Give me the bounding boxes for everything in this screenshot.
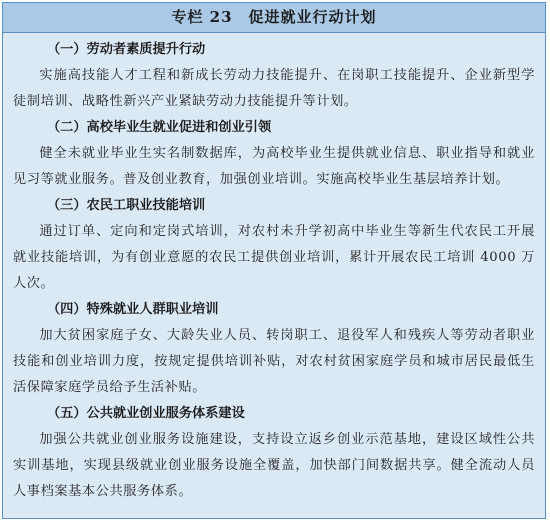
section	[13, 115, 535, 193]
section-heading: （一）劳动者素质提升行动	[47, 42, 206, 57]
section-heading: （三）农民工职业技能培训	[47, 198, 206, 213]
section-body: 通过订单、定向和定岗式培训，对农村未升学初高中毕业生等新生代农民工开展就业技能培训，为有创业意愿的农民工提供创业培训，累计开展农民工培训 4000 万人次。	[13, 224, 535, 291]
section-body: 加大贫困家庭子女、大龄失业人员、转岗职工、退役军人和残疾人等劳动者职业技能和创业培训力度，按规定提供培训补贴，对农村贫困家庭学员和城市居民最低生活保障家庭学员给予生活补贴。	[13, 328, 535, 395]
section	[13, 37, 535, 115]
column-box	[2, 2, 546, 519]
section-heading: （二）高校毕业生就业促进和创业引领	[47, 120, 272, 135]
section-body: 加强公共就业创业服务设施建设，支持设立返乡创业示范基地，建设区域性公共实训基地，实现县级就业创业服务设施全覆盖，加快部门间数据共享。健全流动人员人事档案基本公共服务体系。	[13, 432, 535, 499]
section-body: 健全未就业毕业生实名制数据库，为高校毕业生提供就业信息、职业指导和就业见习等就业服务。普及创业教育，加强创业培训。实施高校毕业生基层培养计划。	[13, 146, 535, 187]
section	[13, 297, 535, 401]
column-content	[13, 37, 535, 505]
section	[13, 401, 535, 505]
section	[13, 193, 535, 297]
section-body: 实施高技能人才工程和新成长劳动力技能提升、在岗职工技能提升、企业新型学徒制培训、战略性新兴产业紧缺劳动力技能提升等计划。	[13, 68, 535, 109]
column-title: 专栏 23 促进就业行动计划	[3, 3, 545, 33]
section-heading: （四）特殊就业人群职业培训	[47, 302, 219, 317]
section-heading: （五）公共就业创业服务体系建设	[47, 406, 245, 421]
